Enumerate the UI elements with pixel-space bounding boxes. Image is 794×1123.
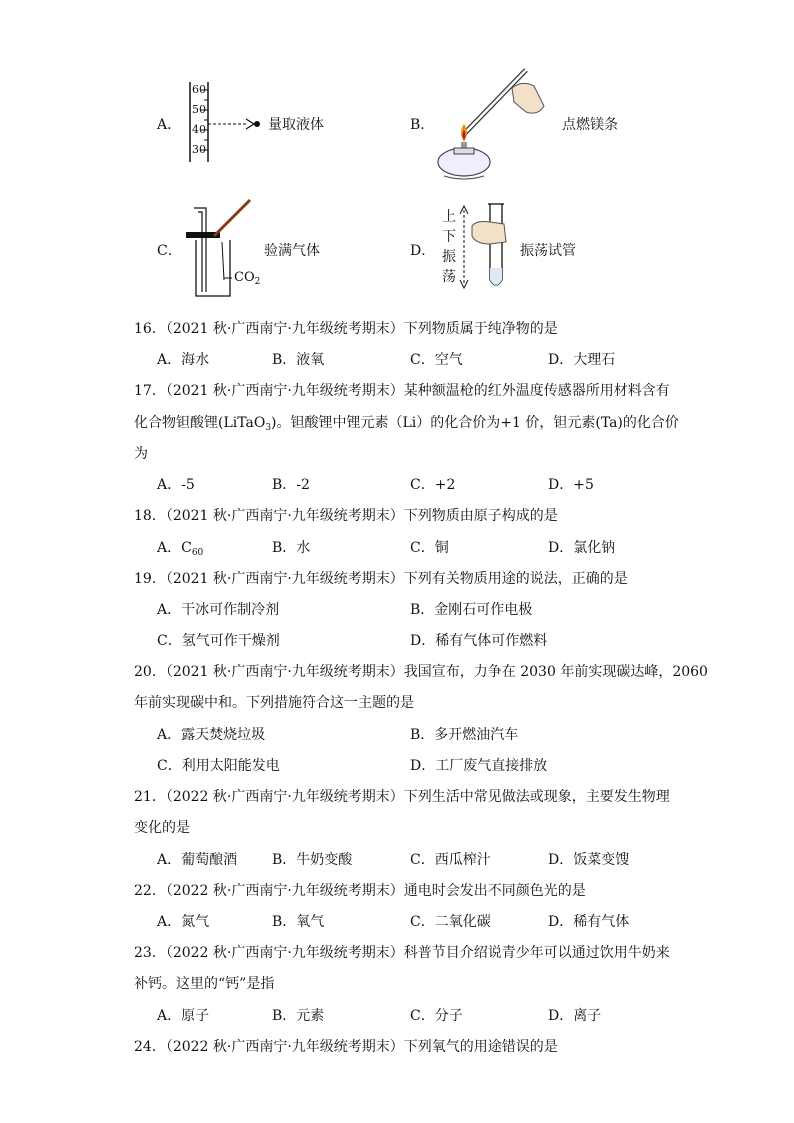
q17-option-c: C．+2 — [410, 477, 456, 493]
option-c-caption: 验满气体 — [264, 243, 320, 259]
q23-option-a: A．原子 — [157, 1008, 210, 1024]
q17-option-b: B．-2 — [272, 477, 310, 493]
q18-option-c: C．铜 — [410, 540, 449, 556]
q18-option-b: B．水 — [272, 540, 311, 556]
q22-option-a: A．氮气 — [157, 914, 210, 930]
co2-label: $CO_2$ — [234, 270, 261, 287]
q17-option-a: A．-5 — [157, 477, 195, 493]
q21-option-b: B．牛奶变酸 — [272, 852, 353, 868]
q21-option-d: D．饭菜变馊 — [548, 852, 630, 868]
option-a-caption: 量取液体 — [268, 117, 324, 133]
question-17-stem-line2: 化合物钽酸锂(LiTaO$_3$)。钽酸锂中锂元素（Li）的化合价为+1 价，钽元素(Ta)的化合价 — [134, 415, 679, 433]
q19-option-c: C．氢气可作干燥剂 — [157, 633, 280, 649]
question-21-stem-line1: 21．（2022 秋·广西南宁·九年级统考期末）下列生活中常见做法或现象，主要发生物理 — [134, 789, 670, 805]
question-24-stem: 24．（2022 秋·广西南宁·九年级统考期末）下列氧气的用途错误的是 — [134, 1039, 558, 1055]
q20-option-c: C．利用太阳能发电 — [157, 758, 280, 774]
question-17-stem-line1: 17．（2021 秋·广西南宁·九年级统考期末）某种额温枪的红外温度传感器所用材料含有 — [134, 383, 670, 399]
test-tube-figure — [460, 200, 520, 292]
q18-option-a: A．$C_{60}$ — [157, 540, 204, 558]
question-16-stem: 16．（2021 秋·广西南宁·九年级统考期末）下列物质属于纯净物的是 — [134, 321, 558, 337]
motion-char-2: 下 — [442, 229, 456, 245]
cylinder-tick-50: 50 — [192, 103, 206, 116]
option-b-caption: 点燃镁条 — [562, 117, 618, 133]
q16-option-a: A．海水 — [157, 352, 210, 368]
motion-char-1: 上 — [442, 209, 456, 225]
question-21-stem-line2: 变化的是 — [134, 820, 190, 836]
question-17-stem-line3: 为 — [134, 446, 148, 462]
question-19-stem: 19．（2021 秋·广西南宁·九年级统考期末）下列有关物质用途的说法，正确的是 — [134, 571, 628, 587]
q23-option-d: D．离子 — [548, 1008, 602, 1024]
q19-option-a: A．干冰可作制冷剂 — [157, 602, 280, 618]
q21-option-a: A．葡萄酿酒 — [157, 852, 238, 868]
option-d-letter: D． — [410, 243, 436, 259]
option-c-letter: C． — [157, 243, 182, 259]
q22-option-d: D．稀有气体 — [548, 914, 630, 930]
q20-option-b: B．多开燃油汽车 — [410, 727, 519, 743]
option-a-letter: A． — [157, 117, 182, 133]
question-23-stem-line1: 23．（2022 秋·广西南宁·九年级统考期末）科普节目介绍说青少年可以通过饮用牛奶来 — [134, 945, 670, 961]
q23-option-b: B．元素 — [272, 1008, 325, 1024]
option-b-letter: B． — [410, 117, 435, 133]
question-20-stem-line2: 年前实现碳中和。下列措施符合这一主题的是 — [134, 695, 414, 711]
q19-option-d: D．稀有气体可作燃料 — [410, 633, 548, 649]
q17-option-d: D．+5 — [548, 477, 594, 493]
question-23-stem-line2: 补钙。这里的“钙”是指 — [134, 976, 275, 992]
q21-option-c: C．西瓜榨汁 — [410, 852, 491, 868]
alcohol-lamp-figure — [434, 66, 554, 184]
cylinder-tick-60: 60 — [192, 83, 206, 96]
question-18-stem: 18．（2021 秋·广西南宁·九年级统考期末）下列物质由原子构成的是 — [134, 508, 558, 524]
q20-option-a: A．露天焚烧垃圾 — [157, 727, 266, 743]
cylinder-tick-30: 30 — [192, 143, 206, 156]
q16-option-b: B．液氧 — [272, 352, 325, 368]
q22-option-b: B．氧气 — [272, 914, 325, 930]
question-20-stem-line1: 20．（2021 秋·广西南宁·九年级统考期末）我国宣布，力争在 2030 年前实现碳达峰，2060 — [134, 664, 708, 680]
motion-char-4: 荡 — [442, 269, 456, 285]
q22-option-c: C．二氧化碳 — [410, 914, 491, 930]
cylinder-tick-40: 40 — [192, 123, 206, 136]
q20-option-d: D．工厂废气直接排放 — [410, 758, 548, 774]
question-22-stem: 22．（2022 秋·广西南宁·九年级统考期末）通电时会发出不同颜色光的是 — [134, 883, 586, 899]
q18-option-d: D．氯化钠 — [548, 540, 616, 556]
q16-option-d: D．大理石 — [548, 352, 616, 368]
q23-option-c: C．分子 — [410, 1008, 463, 1024]
motion-char-3: 振 — [442, 249, 456, 265]
q19-option-b: B．金刚石可作电极 — [410, 602, 533, 618]
q16-option-c: C．空气 — [410, 352, 463, 368]
option-d-caption: 振荡试管 — [520, 243, 576, 259]
